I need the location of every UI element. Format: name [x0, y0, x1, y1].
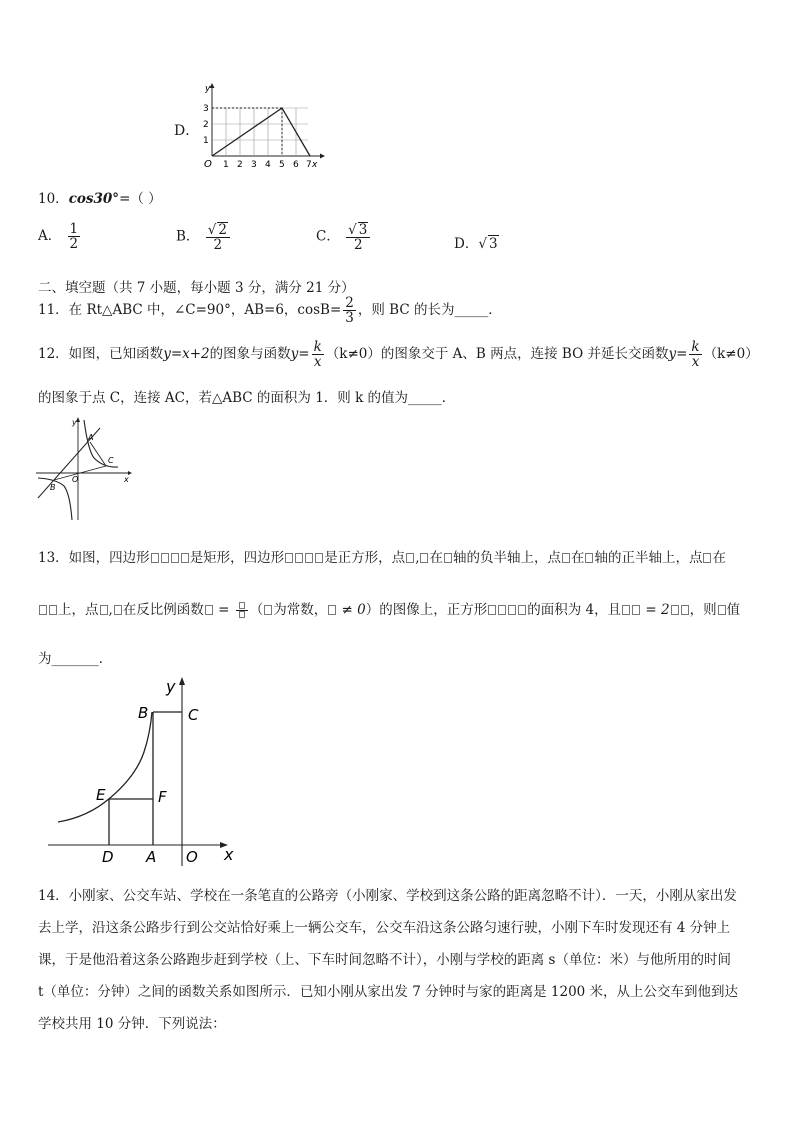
q10-option-b[interactable]: B． $\frac{√ 2}{2}$ [176, 222, 232, 252]
y-tick: 3 [203, 104, 209, 114]
q13-figure [48, 676, 244, 868]
y-tick: 1 [203, 136, 209, 146]
fraction: $\frac{1}{2}$ [69, 221, 79, 253]
x-axis-label: x [224, 845, 234, 864]
point-c-label: C [108, 456, 114, 465]
y-tick: 2 [203, 120, 209, 130]
q14-line-5: 学校共用 10 分钟．下列说法： [38, 1016, 226, 1032]
q12-line-2: 的图象于点 C，连接 AC，若△ABC 的面积为 1．则 k 的值为_____． [38, 390, 456, 406]
q9-option-d-label: D． [174, 123, 200, 139]
q9-option-d-graph [196, 82, 326, 170]
x-tick: 7 [306, 160, 312, 170]
q10-option-d[interactable]: D．√ 3 [454, 236, 498, 252]
q13-line-2: 上，点 , 在反比例函数 = （ 为常数， ≠ 0）的图像上，正方形 的面积为 4，且 = 2 ，则 值 [38, 598, 740, 619]
point-f-label: F [158, 788, 167, 806]
point-a-label: A [146, 848, 157, 866]
q13-line-1: 13．如图，四边形 是矩形，四边形 是正方形，点 , 在 轴的负半轴上，点 在 轴的正半轴上，点 在 [38, 550, 726, 566]
origin-label: O [72, 475, 79, 484]
point-c-label: C [188, 706, 199, 724]
section-2-title: 二、填空题（共 7 小题，每小题 3 分，满分 21 分） [38, 280, 355, 296]
point-b-label: B [50, 483, 56, 492]
q14-line-4: t（单位：分钟）之间的函数关系如图所示．已知小刚从家出发 7 分钟时与家的距离是 1200 米，从上公交车到他到达 [38, 984, 739, 1000]
point-a-label: A [88, 433, 94, 442]
fraction: $\frac{k}{x}$ [313, 339, 322, 371]
q13-line-3: 为_______． [38, 651, 113, 667]
x-tick: 2 [237, 160, 243, 170]
x-tick: 4 [265, 160, 271, 170]
q10-stem: 10．cos30°=（ ） [38, 191, 162, 207]
x-tick: 6 [293, 160, 299, 170]
x-tick: 1 [223, 160, 229, 170]
q11: 11．在 Rt△ABC 中，∠C=90°，AB=6，cosB= $\frac{2}{3}$ ，则 BC 的长为_____． [38, 295, 502, 327]
x-axis-label: x [312, 160, 318, 170]
x-tick: 5 [279, 160, 285, 170]
q9-polyline [212, 108, 310, 156]
origin-label: O [204, 159, 212, 170]
fraction: $\frac{√ 2}{2}$ [206, 222, 230, 252]
y-axis-label: y [166, 677, 176, 696]
q14-line-2: 去上学，沿这条公路步行到公交站恰好乘上一辆公交车，公交车沿这条公路匀速行驶，小刚下车时发现还有 4 分钟上 [38, 920, 731, 936]
q12-figure [34, 416, 134, 524]
x-tick: 3 [251, 160, 257, 170]
q12-line-1: 12．如图，已知函数y=x+2的图象与函数y= $\frac{k}{x}$ （k≠0）的图象交于 A、B 两点，连接 BO 并延长交函数y= $\frac{k}{x}$ （k≠0） [38, 339, 759, 371]
q10-option-c[interactable]: C． $\frac{√ 3}{2}$ [316, 222, 372, 252]
fraction [236, 602, 248, 620]
q10-option-a[interactable]: A． $\frac{1}{2}$ [38, 221, 79, 253]
y-axis-label: y [72, 418, 77, 427]
q14-line-1: 14．小刚家、公交车站、学校在一条笔直的公路旁（小刚家、学校到这条公路的距离忽略不计）．一天，小刚从家出发 [38, 888, 737, 904]
fraction: $\frac{k}{x}$ [691, 339, 700, 371]
fraction: $\frac{2}{3}$ [345, 295, 354, 327]
point-e-label: E [96, 786, 106, 804]
origin-label: O [186, 848, 198, 866]
point-d-label: D [102, 848, 114, 866]
x-axis-label: x [124, 475, 129, 484]
y-axis-label: y [205, 84, 211, 94]
point-b-label: B [138, 704, 149, 722]
fraction: $\frac{√ 3}{2}$ [346, 222, 370, 252]
q14-line-3: 课，于是他沿着这条公路跑步赶到学校（上、下车时间忽略不计），小刚与学校的距离 s（单位：米）与他所用的时间 [38, 952, 731, 968]
